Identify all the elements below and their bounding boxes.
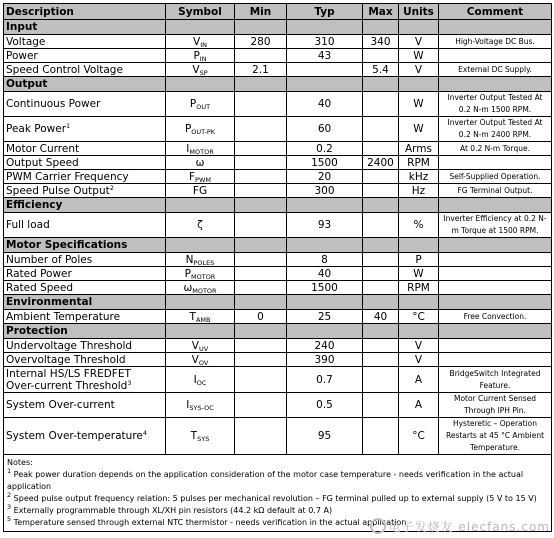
table-row: [4, 63, 552, 77]
row-unit: °C: [399, 310, 439, 324]
footnote-marker: 2: [109, 183, 114, 192]
row-max: [363, 418, 399, 455]
row-max: 2400: [363, 156, 399, 170]
row-typ: 300: [287, 184, 363, 198]
symbol-subscript: AMB: [195, 315, 211, 324]
row-min: [235, 156, 287, 170]
row-max: [363, 184, 399, 198]
row-min: [235, 267, 287, 281]
row-max: 340: [363, 35, 399, 49]
table-row: [4, 213, 552, 238]
section-title: Motor Specifications: [4, 238, 166, 253]
row-description: [4, 253, 166, 267]
row-symbol: [166, 310, 235, 324]
symbol-text: ζ: [197, 219, 203, 231]
row-description: [4, 117, 166, 142]
row-unit: A: [399, 367, 439, 393]
description-text: Rated Power: [6, 267, 72, 280]
row-comment: [439, 156, 552, 170]
note-number: 2: [7, 491, 12, 499]
row-comment: [439, 253, 552, 267]
row-typ: [287, 63, 363, 77]
section-empty-cell: [399, 77, 439, 92]
row-symbol: [166, 339, 235, 353]
symbol-subscript: OC: [196, 378, 207, 387]
row-description: [4, 35, 166, 49]
row-max: [363, 170, 399, 184]
row-max: [363, 353, 399, 367]
watermark: [370, 518, 550, 535]
row-description: [4, 310, 166, 324]
row-min: [235, 170, 287, 184]
symbol-text: ω: [183, 281, 193, 294]
row-min: [235, 184, 287, 198]
section-empty-cell: [235, 324, 287, 339]
row-unit: W: [399, 49, 439, 63]
section-row-efficiency: [4, 198, 552, 213]
symbol-text: P: [193, 49, 200, 62]
row-description: [4, 267, 166, 281]
row-symbol: [166, 35, 235, 49]
table-row: [4, 117, 552, 142]
section-row-environmental: [4, 295, 552, 310]
row-max: [363, 267, 399, 281]
row-unit: Arms: [399, 142, 439, 156]
symbol-subscript: OUT-PK: [191, 128, 216, 136]
row-min: [235, 393, 287, 418]
note-line: [7, 469, 548, 493]
row-description: [4, 49, 166, 63]
row-min: [235, 353, 287, 367]
section-empty-cell: [399, 238, 439, 253]
section-empty-cell: [166, 20, 235, 35]
row-min: [235, 281, 287, 295]
watermark-text: 电子发烧友 elecfans.com: [388, 520, 550, 534]
row-description: [4, 170, 166, 184]
row-min: [235, 142, 287, 156]
section-empty-cell: [439, 295, 552, 310]
row-min: [235, 367, 287, 393]
section-empty-cell: [166, 238, 235, 253]
section-empty-cell: [363, 20, 399, 35]
description-text: Voltage: [6, 35, 46, 48]
description-text: Internal HS/LS FREDFET: [6, 367, 131, 380]
row-unit: A: [399, 393, 439, 418]
row-unit: W: [399, 267, 439, 281]
row-typ: 390: [287, 353, 363, 367]
table-row: [4, 418, 552, 455]
row-comment: Self-Supplied Operation.: [439, 170, 552, 184]
row-symbol: [166, 156, 235, 170]
notes-title: Notes:: [7, 458, 33, 467]
table-row: [4, 92, 552, 117]
description-text: Number of Poles: [6, 253, 93, 266]
description-text: Peak Power: [6, 123, 67, 135]
specifications-table: [3, 3, 552, 532]
row-typ: 43: [287, 49, 363, 63]
table-body: [4, 20, 552, 532]
symbol-text: I: [186, 142, 190, 155]
row-typ: 1500: [287, 156, 363, 170]
symbol-subscript: MOTOR: [189, 147, 214, 156]
symbol-text: V: [193, 35, 201, 48]
row-comment: Free Convection.: [439, 310, 552, 324]
row-max: [363, 339, 399, 353]
row-comment: Motor Current Sensed Through IPH Pin.: [439, 393, 552, 418]
row-max: [363, 117, 399, 142]
symbol-text: I: [193, 373, 197, 386]
row-comment: Inverter Output Tested At 0.2 N-m 1500 RPM.: [439, 92, 552, 117]
header-row: [4, 4, 552, 20]
section-row-output: [4, 77, 552, 92]
row-unit: V: [399, 63, 439, 77]
row-max: [363, 367, 399, 393]
description-text: Power: [6, 49, 38, 62]
row-min: [235, 418, 287, 455]
row-unit: °C: [399, 418, 439, 455]
row-comment: [439, 353, 552, 367]
table-row: [4, 267, 552, 281]
row-comment: At 0.2 N-m Torque.: [439, 142, 552, 156]
row-min: [235, 92, 287, 117]
note-text: Peak power duration depends on the application consideration of the motor case temperature - needs verification in the actual application: [7, 470, 524, 491]
section-empty-cell: [287, 198, 363, 213]
symbol-text: T: [190, 430, 198, 442]
section-title: Efficiency: [4, 198, 166, 213]
symbol-subscript: PWM: [195, 175, 211, 184]
row-symbol: [166, 393, 235, 418]
row-min: 280: [235, 35, 287, 49]
row-symbol: [166, 281, 235, 295]
table-row: [4, 35, 552, 49]
section-empty-cell: [439, 77, 552, 92]
symbol-text: F: [188, 170, 196, 183]
section-empty-cell: [235, 77, 287, 92]
table-row: [4, 156, 552, 170]
row-min: 0: [235, 310, 287, 324]
section-empty-cell: [363, 295, 399, 310]
description-text: Speed Pulse Output: [6, 184, 110, 197]
footnote-marker: 4: [142, 429, 148, 437]
section-title: Environmental: [4, 295, 166, 310]
row-symbol: [166, 367, 235, 393]
note-text: Speed pulse output frequency relation: 5 pulses per mechanical revolution – FG terminal pulled up to external supply (5 V to 15 V): [11, 494, 537, 503]
header-units: Units: [399, 4, 439, 20]
description-text: Overvoltage Threshold: [6, 353, 126, 366]
symbol-text: P: [184, 267, 191, 280]
section-title: Input: [4, 20, 166, 35]
row-symbol: [166, 63, 235, 77]
symbol-text: V: [191, 339, 199, 352]
row-min: [235, 117, 287, 142]
row-min: [235, 213, 287, 238]
row-typ: 25: [287, 310, 363, 324]
row-symbol: [166, 142, 235, 156]
section-empty-cell: [166, 77, 235, 92]
row-min: [235, 339, 287, 353]
section-empty-cell: [363, 324, 399, 339]
note-line: [7, 493, 548, 505]
row-typ: 240: [287, 339, 363, 353]
description-text: Speed Control Voltage: [6, 63, 123, 76]
table-row: [4, 281, 552, 295]
row-max: [363, 92, 399, 117]
row-max: 5.4: [363, 63, 399, 77]
description-text: Full load: [6, 219, 50, 231]
section-empty-cell: [287, 295, 363, 310]
row-unit: V: [399, 353, 439, 367]
description-text: Output Speed: [6, 156, 79, 169]
row-comment: [439, 267, 552, 281]
row-symbol: [166, 353, 235, 367]
section-empty-cell: [399, 198, 439, 213]
symbol-text: N: [185, 253, 194, 266]
row-symbol: [166, 418, 235, 455]
section-empty-cell: [363, 77, 399, 92]
row-description: [4, 156, 166, 170]
section-empty-cell: [287, 77, 363, 92]
table-row: [4, 310, 552, 324]
section-empty-cell: [166, 324, 235, 339]
section-title: Output: [4, 77, 166, 92]
header-symbol: Symbol: [166, 4, 235, 20]
row-description: [4, 281, 166, 295]
section-empty-cell: [399, 20, 439, 35]
note-line: [7, 505, 548, 517]
row-comment: External DC Supply.: [439, 63, 552, 77]
symbol-subscript: SYS: [197, 435, 210, 443]
row-symbol: [166, 92, 235, 117]
row-unit: RPM: [399, 281, 439, 295]
row-description: [4, 367, 166, 393]
row-comment: [439, 49, 552, 63]
row-comment: Inverter Efficiency at 0.2 N-m Torque at 1500 RPM.: [439, 213, 552, 238]
symbol-subscript: POLES: [193, 258, 215, 267]
row-description: [4, 353, 166, 367]
row-comment: BridgeSwitch Integrated Feature.: [439, 367, 552, 393]
description-text-line2: Over-current Threshold: [6, 379, 128, 392]
row-unit: V: [399, 35, 439, 49]
section-empty-cell: [235, 295, 287, 310]
description-text: Rated Speed: [6, 281, 73, 294]
watermark-logo-icon: [370, 518, 386, 534]
symbol-text: FG: [192, 184, 208, 197]
section-empty-cell: [439, 20, 552, 35]
row-typ: 0.2: [287, 142, 363, 156]
row-typ: 0.7: [287, 367, 363, 393]
row-description: [4, 92, 166, 117]
row-unit: kHz: [399, 170, 439, 184]
row-description: [4, 63, 166, 77]
symbol-text: P: [189, 98, 197, 110]
symbol-subscript: SP: [199, 68, 208, 77]
row-max: [363, 49, 399, 63]
row-symbol: [166, 49, 235, 63]
section-row-protection: [4, 324, 552, 339]
note-number: 3: [7, 503, 12, 511]
section-empty-cell: [399, 295, 439, 310]
row-typ: 20: [287, 170, 363, 184]
table-row: [4, 353, 552, 367]
section-empty-cell: [363, 198, 399, 213]
symbol-subscript: OUT: [196, 103, 211, 111]
description-text: System Over-current: [6, 399, 115, 411]
section-empty-cell: [287, 20, 363, 35]
row-symbol: [166, 267, 235, 281]
symbol-text: I: [186, 399, 190, 411]
row-typ: 95: [287, 418, 363, 455]
description-text: Undervoltage Threshold: [6, 339, 133, 352]
header-typ: Typ: [287, 4, 363, 20]
row-symbol: [166, 184, 235, 198]
table-row: [4, 367, 552, 393]
row-max: [363, 213, 399, 238]
row-typ: 93: [287, 213, 363, 238]
symbol-subscript: IN: [199, 54, 207, 63]
section-empty-cell: [235, 20, 287, 35]
header-max: Max: [363, 4, 399, 20]
symbol-subscript: MOTOR: [191, 272, 216, 281]
row-symbol: [166, 213, 235, 238]
symbol-subscript: MOTOR: [192, 286, 217, 295]
table-row: [4, 393, 552, 418]
row-comment: Inverter Output Tested At 0.2 N-m 2400 RPM.: [439, 117, 552, 142]
row-max: [363, 393, 399, 418]
row-comment: [439, 281, 552, 295]
section-empty-cell: [166, 198, 235, 213]
note-number: 5: [7, 515, 12, 523]
section-empty-cell: [235, 238, 287, 253]
row-comment: FG Terminal Output.: [439, 184, 552, 198]
section-empty-cell: [363, 238, 399, 253]
row-unit: P: [399, 253, 439, 267]
row-min: [235, 49, 287, 63]
row-unit: V: [399, 339, 439, 353]
header-comment: Comment: [439, 4, 552, 20]
section-empty-cell: [287, 324, 363, 339]
note-number: 1: [7, 467, 12, 475]
row-typ: 60: [287, 117, 363, 142]
note-text: Externally programmable through XL/XH pin resistors (44.2 kΩ default at 0.7 A): [11, 506, 333, 515]
row-max: 40: [363, 310, 399, 324]
row-symbol: [166, 253, 235, 267]
section-empty-cell: [235, 198, 287, 213]
row-min: [235, 253, 287, 267]
description-text: Continuous Power: [6, 98, 101, 110]
row-comment: [439, 339, 552, 353]
row-symbol: [166, 117, 235, 142]
table-row: [4, 184, 552, 198]
row-max: [363, 142, 399, 156]
row-comment: High-Voltage DC Bus.: [439, 35, 552, 49]
symbol-subscript: SYS-OC: [189, 404, 214, 412]
section-empty-cell: [399, 324, 439, 339]
row-unit: RPM: [399, 156, 439, 170]
description-text: System Over-temperature: [6, 430, 143, 442]
row-description: [4, 418, 166, 455]
row-unit: W: [399, 92, 439, 117]
row-typ: 8: [287, 253, 363, 267]
table-row: [4, 170, 552, 184]
table-row: [4, 253, 552, 267]
symbol-subscript: UV: [198, 344, 209, 353]
footnote-marker: 1: [66, 122, 71, 130]
symbol-text: ω: [195, 156, 205, 169]
table-row: [4, 339, 552, 353]
section-empty-cell: [287, 238, 363, 253]
row-typ: 40: [287, 267, 363, 281]
description-text: Ambient Temperature: [6, 310, 121, 323]
section-empty-cell: [439, 238, 552, 253]
row-comment: Hysteretic – Operation Restarts at 45 °C Ambient Temperature.: [439, 418, 552, 455]
symbol-text: T: [189, 310, 196, 323]
row-unit: %: [399, 213, 439, 238]
row-symbol: [166, 170, 235, 184]
symbol-text: V: [192, 63, 200, 76]
table-row: [4, 142, 552, 156]
note-text: Temperature sensed through external NTC thermistor - needs verification in the actual application: [11, 518, 407, 527]
row-description: [4, 184, 166, 198]
section-empty-cell: [439, 198, 552, 213]
section-empty-cell: [166, 295, 235, 310]
row-unit: W: [399, 117, 439, 142]
symbol-subscript: IN: [200, 40, 207, 49]
section-row-input: [4, 20, 552, 35]
row-unit: Hz: [399, 184, 439, 198]
table-row: [4, 49, 552, 63]
row-typ: 1500: [287, 281, 363, 295]
description-text: PWM Carrier Frequency: [6, 170, 129, 183]
section-row-motor-specifications: [4, 238, 552, 253]
symbol-subscript: OV: [198, 358, 209, 367]
footnote-marker: 3: [127, 378, 132, 387]
row-typ: 0.5: [287, 393, 363, 418]
header-min: Min: [235, 4, 287, 20]
header-description: Description: [4, 4, 166, 20]
symbol-text: P: [184, 123, 192, 135]
row-description: [4, 393, 166, 418]
description-text: Motor Current: [6, 142, 80, 155]
row-description: [4, 339, 166, 353]
row-max: [363, 253, 399, 267]
row-min: 2.1: [235, 63, 287, 77]
symbol-text: V: [191, 353, 199, 366]
row-description: [4, 213, 166, 238]
row-typ: 40: [287, 92, 363, 117]
row-max: [363, 281, 399, 295]
section-title: Protection: [4, 324, 166, 339]
row-typ: 310: [287, 35, 363, 49]
row-description: [4, 142, 166, 156]
section-empty-cell: [439, 324, 552, 339]
